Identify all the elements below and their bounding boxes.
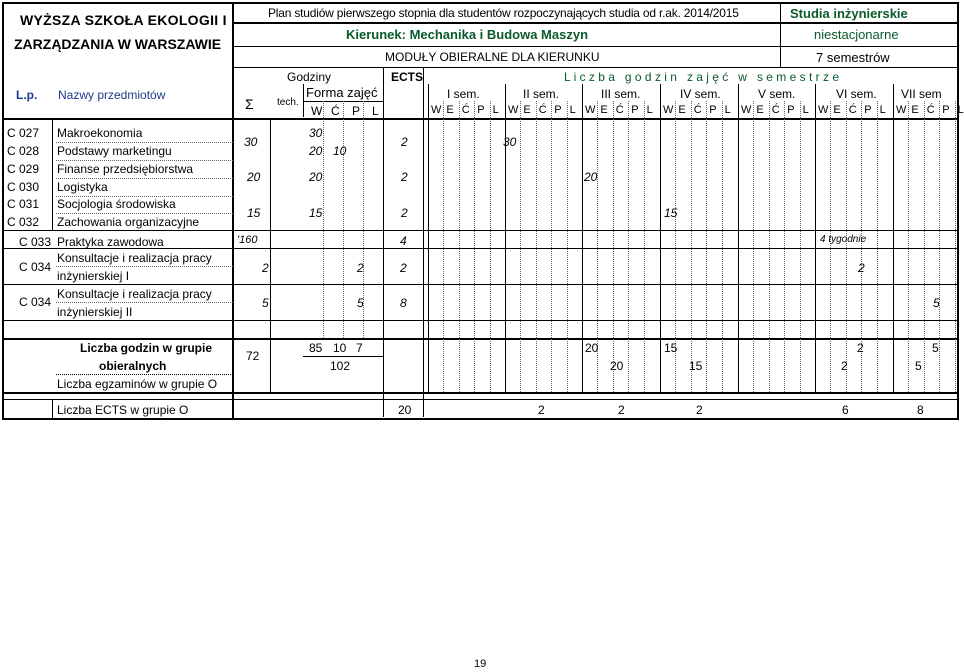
hline — [56, 302, 233, 303]
grid-line — [428, 84, 429, 392]
summary-r2-0: 20 — [610, 359, 624, 373]
subject-names-header: Nazwy przedmiotów — [58, 88, 166, 102]
form-w: W — [311, 104, 323, 118]
p-ects: 4 — [400, 234, 407, 248]
summary-label-1: Liczba godzin w grupie — [80, 341, 212, 355]
grid-line — [784, 101, 785, 392]
summary-sigma: 72 — [246, 349, 260, 363]
lp-header: L.p. — [16, 88, 38, 102]
semester-letter: Ć — [771, 104, 780, 116]
semester-letter: E — [833, 104, 841, 116]
sem-7-label: VII sem — [901, 87, 942, 101]
semester-letter: L — [646, 104, 653, 116]
grid-line — [505, 84, 506, 392]
row-code: C 034 — [19, 295, 52, 309]
row-name: Podstawy marketingu — [57, 144, 172, 158]
semester-letter: W — [508, 104, 519, 116]
grid-line — [800, 101, 801, 392]
semester-letter: P — [709, 104, 717, 116]
forma-header: Forma zajęć — [306, 85, 378, 100]
semester-letter: W — [585, 104, 596, 116]
ects-val-1: 2 — [538, 403, 545, 417]
grid-line — [738, 84, 739, 392]
grid-line — [830, 101, 831, 392]
tech-header: tech. — [277, 97, 299, 108]
row-name: Makroekonomia — [57, 126, 143, 140]
g3-w: 15 — [309, 206, 323, 220]
row-name: Praktyka zawodowa — [57, 235, 164, 249]
semesters-count: 7 semestrów — [816, 50, 890, 65]
grid-line — [846, 101, 847, 392]
sem-2-label: II sem. — [523, 87, 560, 101]
row-code: C 029 — [7, 162, 40, 176]
summary-r2-3: 5 — [915, 359, 922, 373]
g3-ects: 2 — [401, 206, 408, 220]
g3-sigma: 15 — [247, 206, 261, 220]
row-name: Konsultacje i realizacja pracy — [57, 287, 212, 301]
summary-r1-1: 15 — [664, 341, 678, 355]
semester-letter: Ć — [926, 104, 935, 116]
semester-letter: L — [492, 104, 499, 116]
hline — [2, 399, 959, 400]
hline — [56, 178, 233, 179]
grid-line — [474, 101, 475, 392]
g1-sem: 30 — [503, 135, 517, 149]
k1-ects: 2 — [400, 261, 407, 275]
semester-letter: E — [756, 104, 764, 116]
sem-3-label: III sem. — [601, 87, 641, 101]
g1-ects: 2 — [401, 135, 408, 149]
k1-sem: 2 — [858, 261, 865, 275]
summary-l: 7 — [356, 341, 363, 355]
hline — [56, 266, 233, 267]
semester-letter: W — [431, 104, 442, 116]
summary-w: 85 — [309, 341, 323, 355]
sem-5-label: V sem. — [758, 87, 796, 101]
grid-line — [893, 84, 894, 392]
page-number: 19 — [474, 658, 487, 670]
sem-1-label: I sem. — [447, 87, 480, 101]
grid-line — [343, 101, 344, 338]
semester-letter: Ć — [693, 104, 702, 116]
semester-letter: L — [569, 104, 576, 116]
g1-c: 10 — [333, 144, 347, 158]
grid-line — [628, 101, 629, 392]
grid-line — [536, 101, 537, 392]
row-code: C 030 — [7, 180, 40, 194]
grid-line — [582, 84, 583, 392]
row-name: Finanse przedsiębiorstwa — [57, 162, 194, 176]
semester-letter: W — [896, 104, 907, 116]
grid-line — [691, 101, 692, 392]
sem-4-label: IV sem. — [680, 87, 721, 101]
semester-letter: E — [446, 104, 454, 116]
direction: Kierunek: Mechanika i Budowa Maszyn — [346, 27, 589, 42]
program-type: Studia inżynierskie — [790, 6, 908, 21]
g2-w: 20 — [309, 170, 323, 184]
hline — [233, 67, 959, 68]
plan-title: Plan studiów pierwszego stopnia dla studentów rozpoczynających studia od r.ak. 2014/2015 — [268, 6, 739, 20]
hours-header: Godziny — [287, 70, 332, 84]
summary-total: 102 — [330, 359, 351, 373]
row-name: Konsultacje i realizacja pracy — [57, 251, 212, 265]
school-name-line2: ZARZĄDZANIA W WARSZAWIE — [14, 36, 222, 52]
summary-c: 10 — [333, 341, 347, 355]
k2-sem: 5 — [933, 296, 940, 310]
semester-letter: W — [663, 104, 674, 116]
grid-line — [955, 101, 956, 392]
ects-val-4: 6 — [842, 403, 849, 417]
semester-letter: P — [787, 104, 795, 116]
row-name: inżynierskiej I — [57, 269, 130, 283]
hline — [56, 213, 233, 214]
vline — [52, 400, 53, 418]
hours-per-semester: L i c z b a g o d z i n z a j ę ć w s e m e s t r z e — [564, 70, 839, 84]
grid-line — [520, 101, 521, 392]
semester-letter: E — [523, 104, 531, 116]
row-code: C 034 — [19, 260, 52, 274]
semester-letter: Ć — [615, 104, 624, 116]
grid-line — [722, 101, 723, 392]
k1-sigma: 2 — [262, 261, 269, 275]
semester-letter: L — [957, 104, 964, 116]
summary-r2-1: 15 — [689, 359, 703, 373]
hline — [233, 22, 959, 24]
row-name: Socjologia środowiska — [57, 197, 176, 211]
semester-letter: W — [741, 104, 752, 116]
p-sem: 4 tygodnie — [820, 234, 867, 245]
hline — [56, 374, 233, 375]
row-name: inżynierskiej II — [57, 305, 133, 319]
semester-letter: P — [942, 104, 950, 116]
form-p: P — [352, 104, 361, 118]
hline — [2, 392, 959, 394]
hline — [56, 160, 233, 161]
sem-6-label: VI sem. — [836, 87, 877, 101]
vline — [270, 118, 271, 392]
study-mode: niestacjonarne — [814, 27, 899, 42]
grid-line — [908, 101, 909, 392]
ects-val-0: 20 — [398, 403, 412, 417]
g2-sigma: 20 — [247, 170, 261, 184]
grid-line — [567, 101, 568, 392]
summary-label-3: Liczba egzaminów w grupie O — [57, 377, 218, 391]
ects-val-5: 8 — [917, 403, 924, 417]
ects-val-3: 2 — [696, 403, 703, 417]
grid-line — [490, 101, 491, 392]
semester-letter: Ć — [848, 104, 857, 116]
row-code: C 028 — [7, 144, 40, 158]
g1-sigma: 30 — [244, 135, 258, 149]
k2-l: 5 — [357, 296, 364, 310]
vline — [303, 84, 304, 117]
k2-ects: 8 — [400, 296, 407, 310]
semester-letter: P — [631, 104, 639, 116]
grid-line — [815, 84, 816, 392]
hline — [233, 46, 959, 47]
grid-line — [769, 101, 770, 392]
row-code: C 032 — [7, 215, 40, 229]
row-code: C 031 — [7, 197, 40, 211]
summary-r1-3: 5 — [932, 341, 939, 355]
grid-line — [459, 101, 460, 392]
grid-line — [706, 101, 707, 392]
g1-w2: 20 — [309, 144, 323, 158]
summary-label-2: obieralnych — [99, 359, 167, 373]
semester-letter: E — [678, 104, 686, 116]
modules-title: MODUŁY OBIERALNE DLA KIERUNKU — [385, 50, 600, 64]
semester-letter: E — [600, 104, 608, 116]
sigma-header: Σ — [245, 96, 254, 112]
grid-line — [323, 101, 324, 338]
school-name-line1: WYŻSZA SZKOŁA EKOLOGII I — [20, 12, 227, 28]
summary-r1-2: 2 — [857, 341, 864, 355]
hline — [56, 196, 233, 197]
row-name: Zachowania organizacyjne — [57, 215, 200, 229]
hline — [303, 356, 383, 357]
vline — [52, 118, 53, 230]
grid-line — [877, 101, 878, 392]
semester-letter: P — [554, 104, 562, 116]
semester-letter: L — [879, 104, 886, 116]
ects-val-2: 2 — [618, 403, 625, 417]
k1-l: 2 — [357, 261, 364, 275]
g1-w: 30 — [309, 126, 323, 140]
hline — [56, 142, 233, 143]
semester-letter: W — [818, 104, 829, 116]
grid-line — [644, 101, 645, 392]
row-code: C 027 — [7, 126, 40, 140]
grid-line — [660, 84, 661, 392]
semester-letter: P — [477, 104, 485, 116]
semester-letter: L — [724, 104, 731, 116]
semester-letter: Ć — [461, 104, 470, 116]
g3-sem: 15 — [664, 206, 678, 220]
summary-r2-2: 2 — [841, 359, 848, 373]
grid-line — [551, 101, 552, 392]
form-c: Ć — [331, 104, 340, 118]
ects-header: ECTS — [391, 70, 424, 84]
semester-letter: P — [864, 104, 872, 116]
semester-letter: L — [802, 104, 809, 116]
row-name: Logistyka — [57, 180, 108, 194]
grid-line — [613, 101, 614, 392]
k2-sigma: 5 — [262, 296, 269, 310]
form-l: L — [372, 104, 379, 118]
grid-line — [753, 101, 754, 392]
g2-sem: 20 — [584, 170, 598, 184]
left-block-divider — [232, 2, 234, 420]
row-code: C 033 — [19, 235, 52, 249]
grid-line — [443, 101, 444, 392]
summary-r1-0: 20 — [585, 341, 599, 355]
p-sigma: '160 — [237, 234, 258, 246]
vline — [780, 2, 781, 68]
semester-letter: E — [911, 104, 919, 116]
grid-line — [939, 101, 940, 392]
semester-letter: Ć — [538, 104, 547, 116]
ects-group-label: Liczba ECTS w grupie O — [57, 403, 189, 417]
grid-line — [924, 101, 925, 392]
g2-ects: 2 — [401, 170, 408, 184]
